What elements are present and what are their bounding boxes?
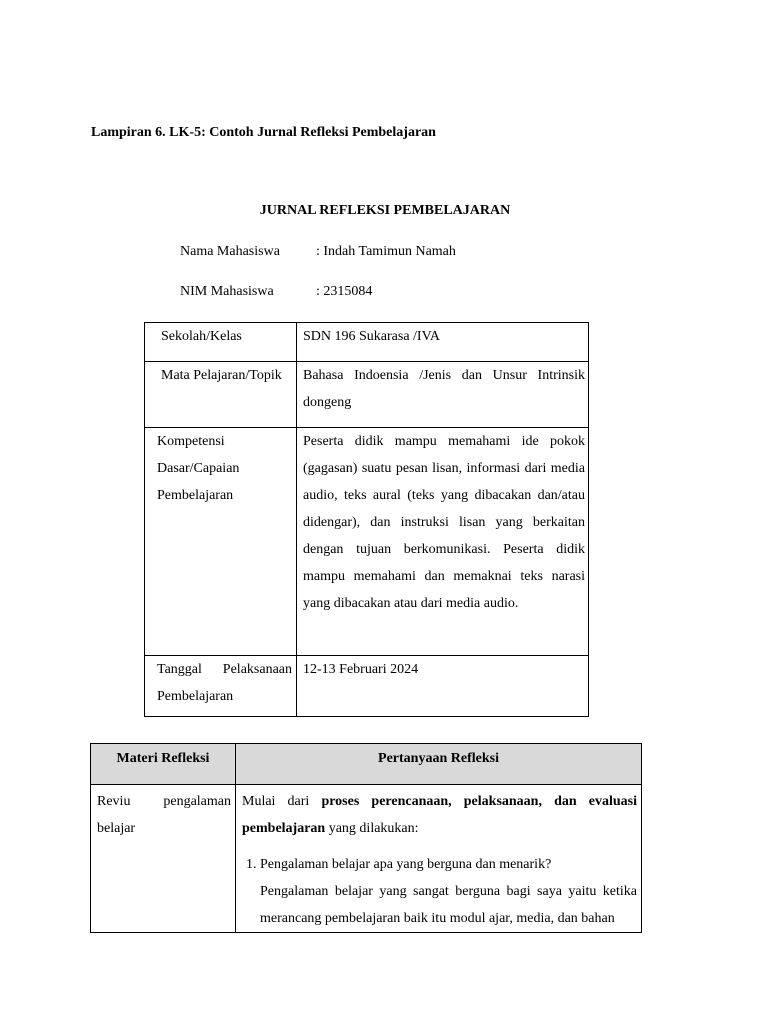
question-1: 1. Pengalaman belajar apa yang berguna dan menarik? [260, 857, 552, 872]
reflection-table [90, 743, 642, 933]
date-value: 12-13 Februari 2024 [297, 656, 589, 717]
competency-value: Peserta didik mampu memahami ide pokok (gagasan) suatu pesan lisan, informasi dari media audio, teks aural (teks yang dibacakan dan/atau didengar), dan instruksi lisan yang berkaitan dengan tujuan berkomunikasi. Peserta didik mampu memahami dan memaknai teks narasi yang dibacakan atau dari media audio. [297, 428, 589, 656]
date-label: Tanggal Pelaksanaan Pembelajaran [145, 656, 297, 717]
table-row [91, 785, 642, 933]
material-cell: Reviu pengalaman belajar [91, 785, 236, 933]
question-cell [236, 785, 642, 933]
student-nim-value: : 2315084 [316, 284, 373, 299]
school-class-value: SDN 196 Sukarasa /IVA [297, 323, 589, 362]
competency-label: Kompetensi Dasar/Capaian Pembelajaran [145, 428, 297, 656]
journal-title: JURNAL REFLEKSI PEMBELAJARAN [259, 203, 511, 218]
student-name-value: : Indah Tamimun Namah [316, 244, 456, 259]
student-name-label: Nama Mahasiswa [180, 244, 280, 259]
question-list [242, 851, 637, 932]
appendix-title: Lampiran 6. LK-5: Contoh Jurnal Refleksi Pembelajaran [91, 125, 436, 140]
student-nim-label: NIM Mahasiswa [180, 284, 274, 299]
answer-1: Pengalaman belajar yang sangat berguna bagi saya yaitu ketika merancang pembelajaran baik itu modul ajar, media, dan bahan [260, 884, 637, 926]
table-row [145, 428, 589, 656]
table-header-row [91, 744, 642, 785]
subject-topic-label: Mata Pelajaran/Topik [145, 362, 297, 428]
info-table [144, 322, 589, 717]
table-row [145, 362, 589, 428]
table-row [145, 656, 589, 717]
list-item [260, 851, 637, 932]
header-question: Pertanyaan Refleksi [236, 744, 642, 785]
table-row [145, 323, 589, 362]
reflection-intro: Mulai dari proses perencanaan, pelaksanaan, dan evaluasi pembelajaran yang dilakukan: [242, 794, 637, 836]
school-class-label: Sekolah/Kelas [145, 323, 297, 362]
header-material: Materi Refleksi [91, 744, 236, 785]
subject-topic-value: Bahasa Indoensia /Jenis dan Unsur Intrinsik dongeng [297, 362, 589, 428]
